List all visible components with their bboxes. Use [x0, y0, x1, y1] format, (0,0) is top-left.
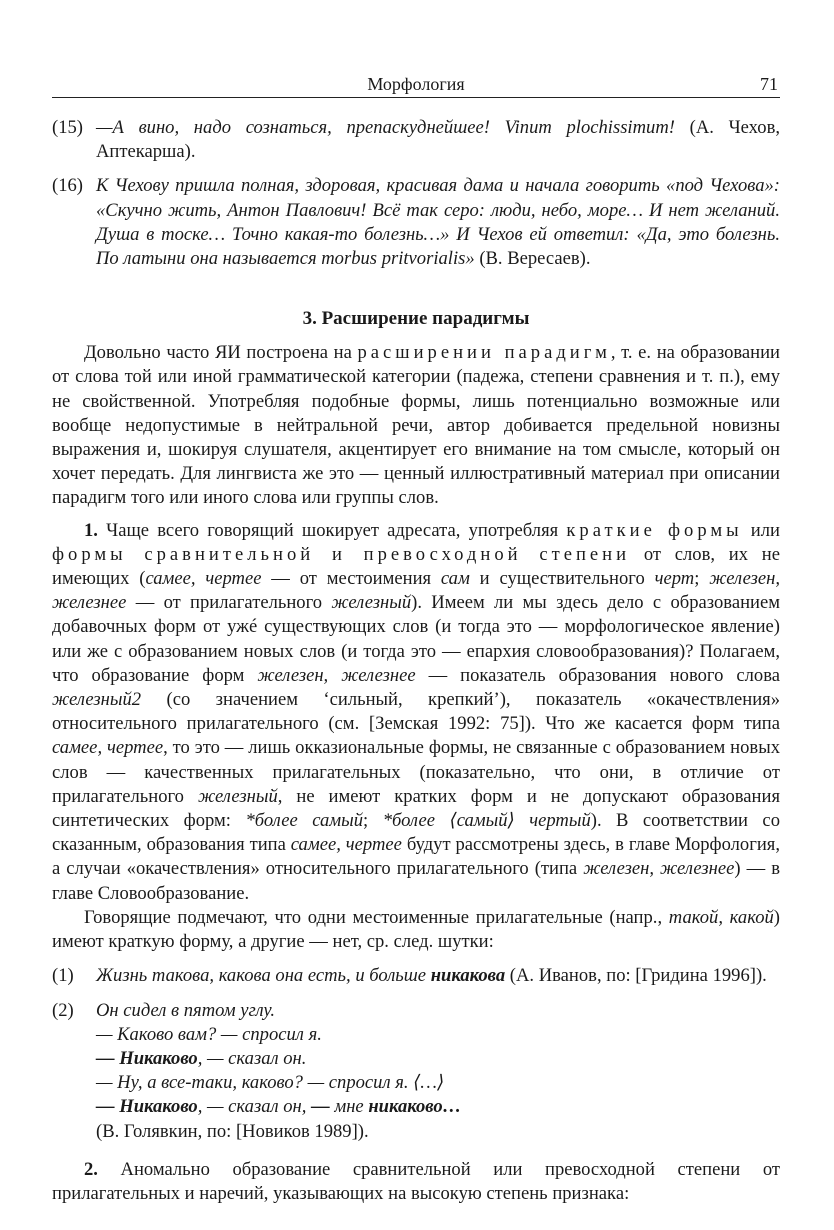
example-number: (15) — [52, 117, 83, 138]
point-1-text — [52, 520, 780, 904]
text-run: никаково… — [368, 1096, 462, 1118]
running-title: Морфология — [367, 74, 465, 94]
example-number: (2) — [52, 999, 74, 1021]
text-run: (В. Вересаев). — [474, 248, 591, 270]
text-run: —А вино, надо сознаться, препаскуднейшее! Vinum plochissimum! — [96, 117, 675, 138]
text-run: ). Имеем ли мы здесь дело с образованием добавочных форм от ужé существующих слов (и тогда это — морфологическое явление) или же с образованием новых слов (и тогда это — епархия словообразования)? Полагаем, что образование форм — [52, 592, 780, 686]
dialogue-line — [96, 1095, 780, 1119]
spaced-term: расширении парадигм — [357, 342, 611, 364]
text-run: сам — [440, 568, 470, 590]
text-run: (В. Голявкин, по: [Новиков 1989]). — [96, 1120, 369, 1142]
text-run: Жизнь такова, какова она есть, и больше — [96, 965, 431, 987]
point-1-paragraph — [52, 519, 780, 906]
text-run: Он сидел в пятом углу. — [96, 999, 276, 1021]
text-run: черт — [654, 568, 695, 590]
intro-paragraph — [52, 341, 780, 510]
text-run: никакова — [430, 965, 506, 987]
header-rule — [52, 97, 780, 98]
text-run: (со значением ‘сильный, крепкий’), показатель «окачествления» относительного прилагательного (см. [Земская 1992: 75]). Что же касается форм типа — [52, 689, 780, 735]
text-run: ) имеют краткую форму, а другие — нет, ср. след. шутки: — [52, 906, 780, 953]
dialogue-line — [96, 999, 780, 1023]
text-run: железный — [197, 785, 278, 807]
text-run: — показатель образования нового слова — [415, 664, 780, 686]
intro-text-cont: , т. е. на образовании от слова той или иной грамматической категории (падежа, степени сравнения и т. п.), ему не свойственной. Употребляя подобные формы, лишь потенциально возможные или вообще недопустимые в нейтральной речи, автор добивается предельной новизны выражения и, шокируя слушателя, акцентирует его внимание на том смысле, который он хочет передать. Для лингвиста же это — ценный иллюстративный материал при описании парадигм того или иного слова или группы слов. — [52, 342, 781, 509]
text-run: — Каково вам? — спросил я. — [96, 1023, 322, 1045]
example-1 — [52, 964, 780, 988]
text-run: такой, какой — [668, 906, 774, 928]
page-body — [52, 116, 780, 1206]
text-run: железен, железнее — [583, 858, 735, 880]
text-run: Говорящие подмечают, что одни местоименные прилагательные (напр., — [84, 906, 669, 928]
text-run: — — [311, 1096, 335, 1118]
intro-text: Довольно часто ЯИ построена на — [84, 342, 358, 364]
text-run: , — сказал он, — [197, 1096, 312, 1118]
text-run: мне — [334, 1096, 369, 1118]
text-run: будут рассмотрены здесь, в главе Морфология, а случаи «окачествления» относительного прилагательного (типа — [52, 834, 780, 880]
text-run: , то это — лишь окказиональные формы, не связанные с образованием новых слов — качественных прилагательных (показательно, что они, в отличие от прилагательного — [52, 737, 780, 807]
example-text — [96, 964, 780, 988]
text-run: ; — [694, 568, 710, 590]
text-run: самее, чертее — [145, 568, 262, 590]
text-run: железен, железнее — [52, 568, 780, 614]
text-run: , не имеют кратких форм и не допускают образования синтетических форм: — [52, 785, 781, 832]
text-run: и существительного — [469, 568, 655, 590]
text-run: — Никаково — [96, 1096, 198, 1118]
text-run: Чаще всего говорящий шокирует адресата, употребляя — [97, 519, 567, 541]
text-run: *более ⟨самый⟩ чертый — [382, 810, 591, 832]
example-text — [96, 174, 780, 271]
example-dialogue — [96, 999, 780, 1144]
dialogue-line — [96, 1120, 780, 1144]
example-number: (16) — [52, 175, 83, 197]
text-run: (А. Иванов, по: [Гридина 1996]). — [505, 965, 767, 987]
example-text — [96, 116, 780, 164]
example-number: (1) — [52, 965, 74, 987]
running-head — [52, 74, 780, 96]
example-16 — [52, 174, 780, 271]
dialogue-line — [96, 1047, 780, 1071]
text-run: ; — [363, 810, 383, 832]
point-2-paragraph — [52, 1158, 780, 1206]
text-run: или — [742, 519, 780, 541]
text-run: — Никаково — [96, 1047, 198, 1069]
example-15 — [52, 116, 780, 164]
text-run: *более самый — [245, 810, 364, 832]
text-run: краткие формы — [566, 519, 743, 541]
text-run: — от прилагательного — [126, 592, 332, 614]
text-run: ) — в главе Словообразование. — [52, 858, 780, 904]
remark-paragraph — [52, 906, 780, 954]
point-number: 2. — [84, 1158, 98, 1180]
text-run: — Ну, а все-таки, каково? — спросил я. ⟨…⟩ — [96, 1072, 445, 1094]
text-run: самее, чертее — [290, 834, 402, 856]
page-number: 71 — [760, 74, 778, 94]
text-run: железный — [331, 592, 412, 614]
text-run: самее, чертее — [52, 737, 164, 759]
text-run: , — сказал он. — [197, 1047, 307, 1069]
section-heading: 3. Расширение парадигмы — [302, 308, 530, 330]
text-run: железный2 — [52, 689, 142, 711]
text-run: (А. Чехов, Аптекарша). — [96, 117, 780, 163]
dialogue-line — [96, 1023, 780, 1047]
remark-text — [52, 907, 780, 952]
text-run: железен, железнее — [257, 664, 416, 686]
text-run: К Чехову пришла полная, здоровая, красивая дама и начала говорить «под Чехова»: «Скучно жить, Антон Павлович! Всё так серо: люди, небо, море… И нет желаний. Душа в тоске… Точно какая-то болезнь…» И Чехов ей ответил: «Да, это болезнь. По латыни она называется morbus pritvorialis» — [96, 175, 780, 270]
example-2 — [52, 999, 780, 1144]
dialogue-line — [96, 1071, 780, 1095]
text-run: от слов, их не имеющих ( — [52, 543, 780, 590]
text-run: — от местоимения — [261, 568, 441, 590]
point-number: 1. — [84, 519, 98, 541]
text-run: ). В соответствии со сказанным, образования типа — [52, 810, 780, 856]
text-run: формы сравнительной и превосходной степени — [52, 543, 631, 565]
point-2-text: Аномально образование сравнительной или превосходной степени от прилагательных и наречий, указывающих на высокую степень признака: — [52, 1158, 780, 1204]
